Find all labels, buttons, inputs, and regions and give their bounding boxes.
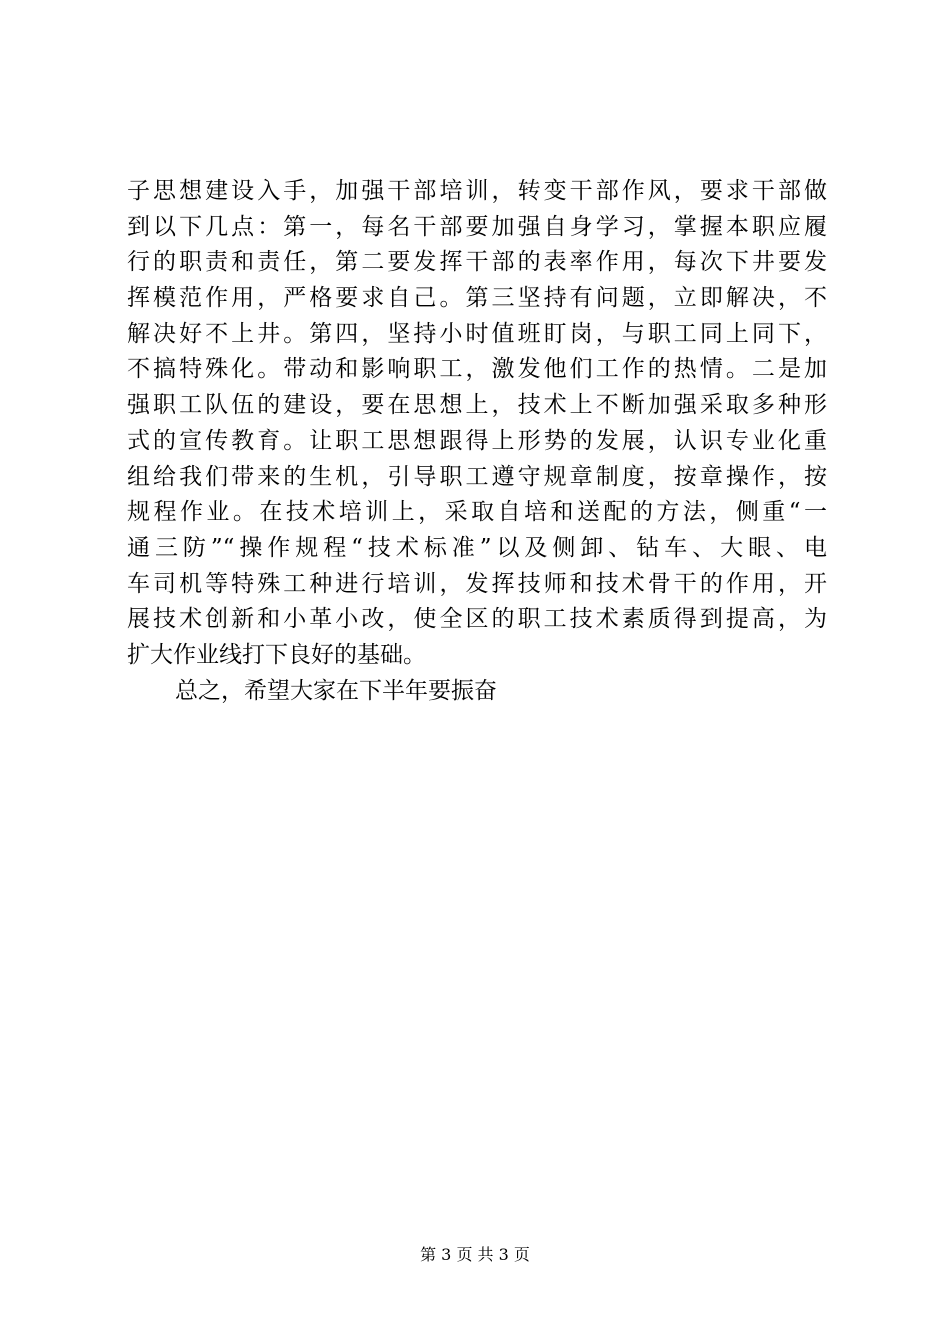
text-line: 不搞特殊化。带动和影响职工，激发他们工作的热情。二是加 — [127, 356, 827, 383]
text-line: 子思想建设入手，加强干部培训，转变干部作风，要求干部做 — [127, 178, 827, 204]
body-text — [127, 174, 827, 709]
paragraph-start-line: 总之，希望大家在下半年要振奋 — [175, 677, 497, 704]
text-line: 解决好不上井。第四，坚持小时值班盯岗，与职工同上同下， — [127, 320, 827, 347]
text-line: 扩大作业线打下良好的基础。 — [127, 641, 426, 668]
text-line: 车司机等特殊工种进行培训，发挥技师和技术骨干的作用，开 — [127, 570, 827, 597]
page-number-label: 第 3 页 共 3 页 — [420, 1245, 530, 1264]
text-line: 挥模范作用，严格要求自己。第三坚持有问题，立即解决，不 — [127, 285, 827, 312]
text-line: 式的宣传教育。让职工思想跟得上形势的发展，认识专业化重 — [127, 427, 827, 454]
text-line: 组给我们带来的生机，引导职工遵守规章制度，按章操作，按 — [127, 463, 827, 490]
text-line: 强职工队伍的建设，要在思想上，技术上不断加强采取多种形 — [127, 392, 827, 419]
text-line: 行的职责和责任，第二要发挥干部的表率作用，每次下井要发 — [127, 249, 827, 276]
page-footer — [0, 1244, 950, 1266]
text-line: 展技术创新和小革小改，使全区的职工技术素质得到提高，为 — [127, 606, 827, 633]
text-line: 规程作业。在技术培训上，采取自培和送配的方法，侧重“一 — [127, 499, 827, 526]
text-line: 通三防”“操作规程“技术标准”以及侧卸、钻车、大眼、电 — [127, 534, 827, 561]
text-line: 到以下几点：第一，每名干部要加强自身学习，掌握本职应履 — [127, 213, 827, 240]
